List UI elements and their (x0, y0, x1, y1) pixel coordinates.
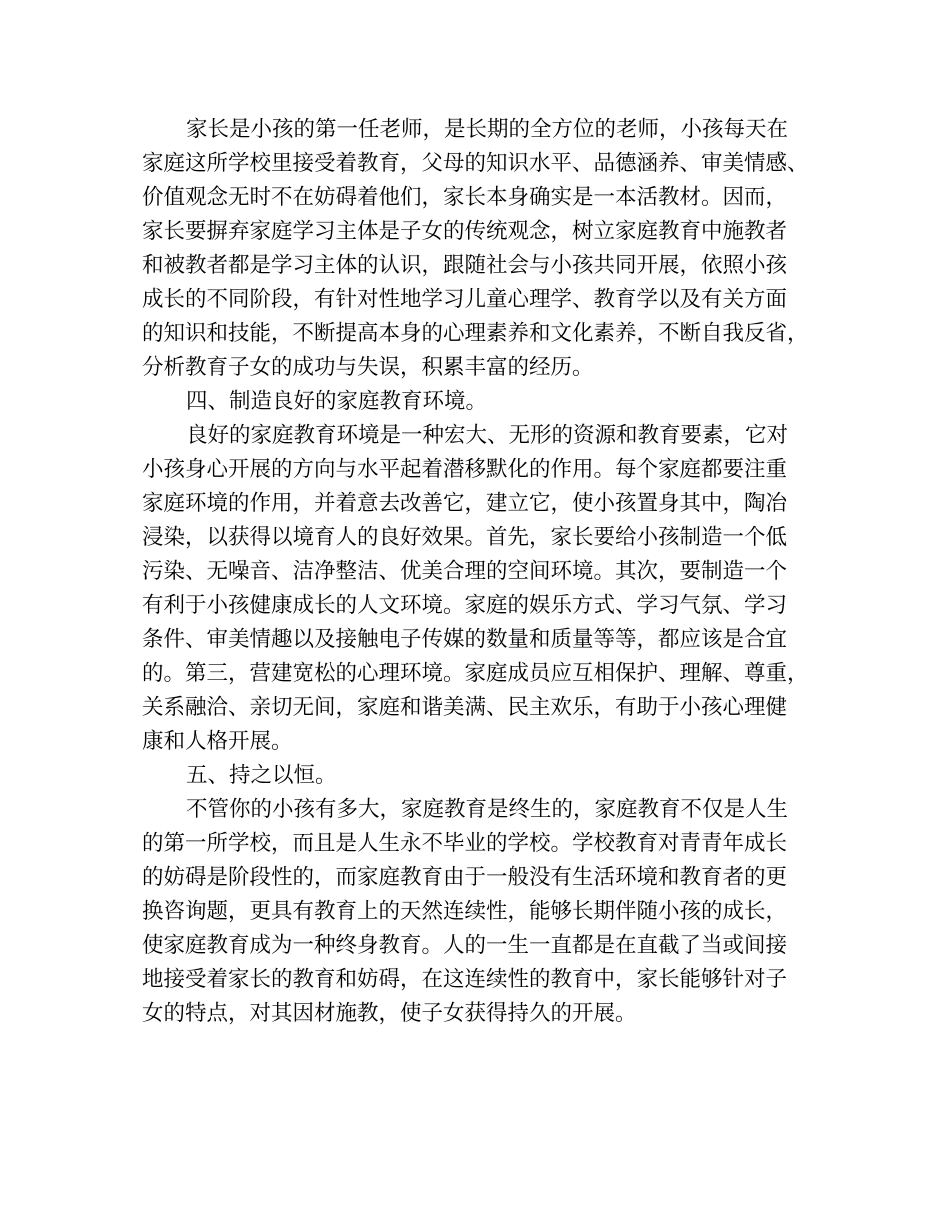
paragraph-2-line-6: 有利于小孩健康成长的人文环境。家庭的娱乐方式、学习气氛、学习 (142, 593, 788, 618)
paragraph-2-line-2: 小孩身心开展的方向与水平起着潜移默化的作用。每个家庭都要注重 (142, 457, 788, 482)
section-heading-4: 四、制造良好的家庭教育环境。 (186, 389, 488, 414)
paragraph-2-line-7: 条件、审美情趣以及接触电子传媒的数量和质量等等，都应该是合宜 (142, 627, 788, 652)
paragraph-3-line-6: 地接受着家长的教育和妨碍，在这连续性的教育中，家长能够针对子 (142, 967, 788, 992)
paragraph-2-line-5: 污染、无噪音、洁净整洁、优美合理的空间环境。其次，要制造一个 (142, 559, 788, 584)
paragraph-2-line-8: 的。第三，营建宽松的心理环境。家庭成员应互相保护、理解、尊重， (142, 661, 809, 686)
paragraph-1-line-4: 家长要摒弃家庭学习主体是子女的传统观念，树立家庭教育中施教者 (142, 219, 788, 244)
paragraph-1-line-5: 和被教者都是学习主体的认识，跟随社会与小孩共同开展，依照小孩 (142, 253, 788, 278)
paragraph-3-line-5: 使家庭教育成为一种终身教育。人的一生一直都是在直截了当或间接 (142, 933, 788, 958)
paragraph-3-line-4: 换咨询题，更具有教育上的天然连续性，能够长期伴随小孩的成长， (142, 899, 788, 924)
paragraph-3-line-3: 的妨碍是阶段性的，而家庭教育由于一般没有生活环境和教育者的更 (142, 865, 788, 890)
paragraph-2-line-9: 关系融洽、亲切无间，家庭和谐美满、民主欢乐，有助于小孩心理健 (142, 695, 788, 720)
paragraph-1-line-7: 的知识和技能，不断提高本身的心理素养和文化素养，不断自我反省， (142, 321, 809, 346)
paragraph-2-line-4: 浸染，以获得以境育人的良好效果。首先，家长要给小孩制造一个低 (142, 525, 788, 550)
paragraph-3-line-2: 的第一所学校，而且是人生永不毕业的学校。学校教育对青青年成长 (142, 831, 788, 856)
paragraph-1-line-1: 家长是小孩的第一任老师，是长期的全方位的老师，小孩每天在 (186, 117, 789, 142)
paragraph-1-line-6: 成长的不同阶段，有针对性地学习儿童心理学、教育学以及有关方面 (142, 287, 788, 312)
paragraph-2-line-1: 良好的家庭教育环境是一种宏大、无形的资源和教育要素，它对 (186, 423, 789, 448)
section-heading-5: 五、持之以恒。 (186, 763, 337, 788)
paragraph-1-line-3: 价值观念无时不在妨碍着他们，家长本身确实是一本活教材。因而， (142, 185, 788, 210)
paragraph-1-line-8: 分析教育子女的成功与失误，积累丰富的经历。 (142, 355, 594, 380)
paragraph-2-line-10: 康和人格开展。 (142, 729, 293, 754)
paragraph-2-line-3: 家庭环境的作用，并着意去改善它，建立它，使小孩置身其中，陶冶 (142, 491, 788, 516)
paragraph-3-line-7: 女的特点，对其因材施教，使子女获得持久的开展。 (142, 1001, 637, 1026)
paragraph-1-line-2: 家庭这所学校里接受着教育，父母的知识水平、品德涵养、审美情感、 (142, 151, 809, 176)
paragraph-3-line-1: 不管你的小孩有多大，家庭教育是终生的，家庭教育不仅是人生 (186, 797, 789, 822)
